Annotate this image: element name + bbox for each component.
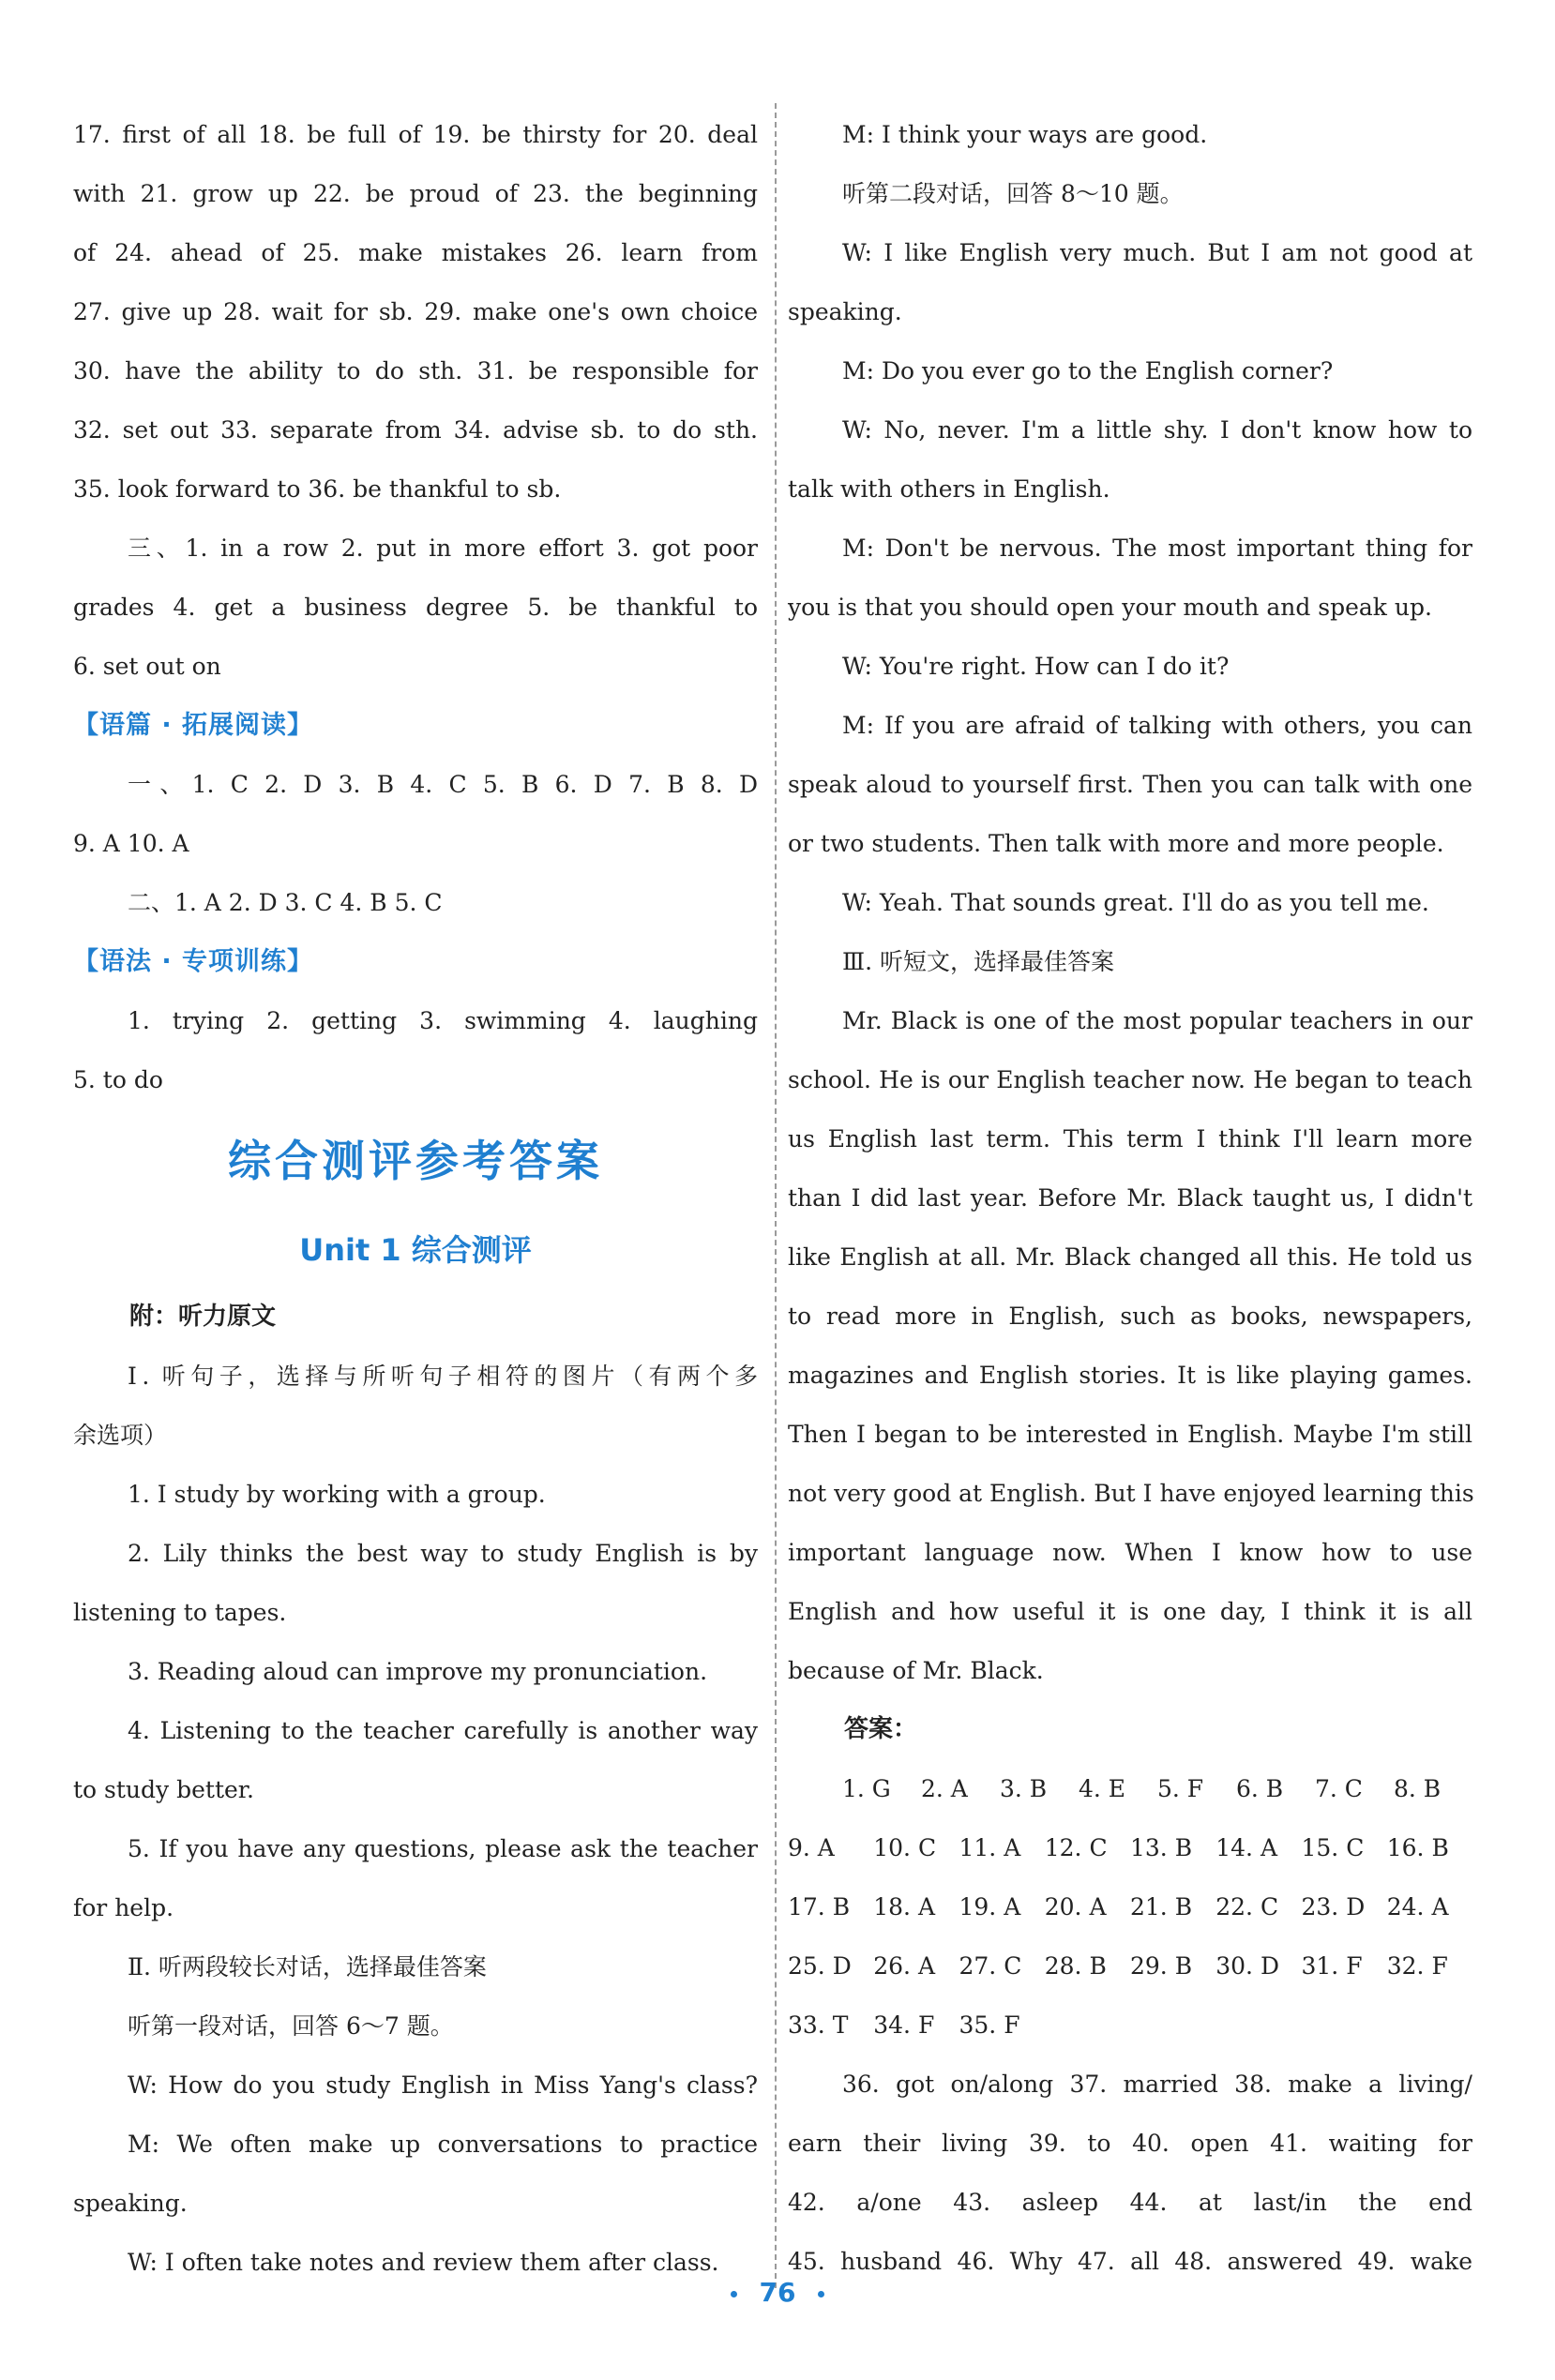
answer-cell: 27. C bbox=[959, 1952, 1022, 1980]
answer-line: 17. first of all 18. be full of 19. be thirsty for 20. deal bbox=[73, 121, 758, 148]
passage-line: important language now. When I know how to use bbox=[788, 1539, 1472, 1566]
reading-line: 二、1. A 2. D 3. C 4. B 5. C bbox=[128, 889, 443, 916]
answer-row bbox=[788, 1818, 1472, 1877]
answer-cell: 15. C bbox=[1301, 1834, 1365, 1861]
listening-line: 4. Listening to the teacher carefully is another way bbox=[128, 1717, 758, 1744]
passage-line: English and how useful it is one day, I think it is all bbox=[788, 1598, 1472, 1625]
answer-cell bbox=[1130, 1996, 1215, 2055]
dialogue-line: W: I like English very much. But I am not good at bbox=[842, 239, 1472, 266]
listening-line: 5. If you have any questions, please ask the teacher bbox=[128, 1835, 758, 1862]
answers-heading: 答案： bbox=[844, 1715, 918, 1743]
dialogue-line: M: Do you ever go to the English corner? bbox=[842, 357, 1334, 384]
dialogue-line: 听第二段对话，回答 8～10 题。 bbox=[842, 180, 1184, 207]
passage-heading: Ⅲ. 听短文，选择最佳答案 bbox=[842, 948, 1115, 975]
answer-cell: 21. B bbox=[1130, 1893, 1193, 1921]
fill-answer-line: earn their living 39. to 40. open 41. waiting for bbox=[788, 2130, 1472, 2157]
answer-cell: 13. B bbox=[1130, 1834, 1193, 1861]
listening-line: Ⅰ. 听句子，选择与所听句子相符的图片（有两个多 bbox=[128, 1363, 758, 1390]
part3-line: grades 4. get a business degree 5. be thankful to bbox=[73, 594, 758, 621]
listening-line: M: We often make up conversations to practice bbox=[128, 2131, 758, 2158]
answer-line: with 21. grow up 22. be proud of 23. the beginning bbox=[73, 180, 758, 207]
dialogue-line: M: Don't be nervous. The most important thing for bbox=[842, 535, 1472, 562]
answer-row bbox=[788, 1877, 1472, 1936]
answer-cell: 29. B bbox=[1130, 1952, 1193, 1980]
fill-answer-line: 42. a/one 43. asleep 44. at last/in the end bbox=[788, 2189, 1472, 2216]
answer-cell: 18. A bbox=[873, 1893, 936, 1921]
answer-cell: 4. E bbox=[1079, 1775, 1126, 1802]
answer-line: 30. have the ability to do sth. 31. be responsible for bbox=[73, 357, 758, 384]
dialogue-line: W: No, never. I'm a little shy. I don't know how to bbox=[842, 416, 1472, 444]
dialogue-line: or two students. Then talk with more and more people. bbox=[788, 830, 1444, 857]
listening-line: 3. Reading aloud can improve my pronunciation. bbox=[128, 1658, 708, 1685]
passage-line: us English last term. This term I think I'll learn more bbox=[788, 1125, 1472, 1152]
answer-cell: 23. D bbox=[1301, 1893, 1366, 1921]
answer-cell: 10. C bbox=[873, 1834, 937, 1861]
dialogue-line: you is that you should open your mouth and speak up. bbox=[788, 594, 1432, 621]
answer-row bbox=[788, 1759, 1472, 1818]
section-heading-reading: 【语篇 · 拓展阅读】 bbox=[73, 711, 314, 740]
passage-line: to read more in English, such as books, newspapers, bbox=[788, 1303, 1472, 1330]
listening-line: 听第一段对话，回答 6～7 题。 bbox=[128, 2012, 454, 2040]
answer-cell: 14. A bbox=[1215, 1834, 1278, 1861]
answer-cell: 6. B bbox=[1236, 1775, 1284, 1802]
answer-cell: 2. A bbox=[921, 1775, 968, 1802]
passage-line: Mr. Black is one of the most popular teachers in our bbox=[842, 1007, 1472, 1034]
answer-cell: 33. T bbox=[788, 2011, 849, 2039]
page-footer bbox=[0, 2277, 1555, 2308]
answer-cell bbox=[1045, 1996, 1130, 2055]
answer-cell: 25. D bbox=[788, 1952, 852, 1980]
passage-line: not very good at English. But I have enjoyed learning this bbox=[788, 1480, 1474, 1507]
answer-row bbox=[788, 1996, 1472, 2055]
listening-line: 余选项） bbox=[73, 1422, 168, 1449]
answer-cell: 12. C bbox=[1044, 1834, 1108, 1861]
dialogue-line: W: You're right. How can I do it? bbox=[842, 653, 1230, 680]
answer-cell: 7. C bbox=[1315, 1775, 1363, 1802]
answer-cell: 5. F bbox=[1157, 1775, 1204, 1802]
answer-cell: 32. F bbox=[1386, 1952, 1448, 1980]
section-heading-grammar: 【语法 · 专项训练】 bbox=[73, 947, 314, 976]
answer-cell: 11. A bbox=[959, 1834, 1021, 1861]
dialogue-line: talk with others in English. bbox=[788, 475, 1110, 503]
answer-cell: 22. C bbox=[1215, 1893, 1279, 1921]
dialogue-line: M: If you are afraid of talking with others, you can bbox=[842, 712, 1472, 739]
dialogue-line: M: I think your ways are good. bbox=[842, 121, 1208, 148]
answer-line: 35. look forward to 36. be thankful to sb. bbox=[73, 475, 562, 503]
column-divider bbox=[775, 103, 777, 2288]
answer-cell: 8. B bbox=[1394, 1775, 1442, 1802]
dialogue-line: speak aloud to yourself first. Then you can talk with one bbox=[788, 771, 1472, 798]
answer-cell: 20. A bbox=[1044, 1893, 1107, 1921]
answer-cell: 1. G bbox=[842, 1775, 891, 1802]
answer-cell: 30. D bbox=[1215, 1952, 1279, 1980]
page-number: 76 bbox=[759, 2277, 796, 2308]
unit-title: Unit 1 综合测评 bbox=[299, 1232, 532, 1268]
listening-line: to study better. bbox=[73, 1776, 254, 1803]
reading-line: 9. A 10. A bbox=[73, 830, 189, 857]
answer-line: of 24. ahead of 25. make mistakes 26. learn from bbox=[73, 239, 758, 266]
listening-heading: 附：听力原文 bbox=[129, 1303, 277, 1331]
listening-line: W: How do you study English in Miss Yang's class? bbox=[128, 2071, 758, 2099]
listening-line: listening to tapes. bbox=[73, 1599, 287, 1626]
answer-cell: 34. F bbox=[873, 2011, 935, 2039]
answer-cell bbox=[1215, 1996, 1301, 2055]
passage-line: magazines and English stories. It is like playing games. bbox=[788, 1362, 1472, 1389]
bullet-dot-icon bbox=[818, 2291, 824, 2297]
answer-cell bbox=[1302, 1996, 1387, 2055]
answer-row bbox=[788, 1936, 1472, 1996]
listening-line: W: I often take notes and review them after class. bbox=[128, 2249, 719, 2276]
fill-answer-line: 36. got on/along 37. married 38. make a living/ bbox=[842, 2071, 1472, 2098]
answer-cell: 31. F bbox=[1301, 1952, 1363, 1980]
passage-line: school. He is our English teacher now. He began to teach bbox=[788, 1066, 1472, 1093]
listening-line: 1. I study by working with a group. bbox=[128, 1481, 546, 1508]
passage-line: Then I began to be interested in English. Maybe I'm still bbox=[788, 1421, 1472, 1448]
passage-line: because of Mr. Black. bbox=[788, 1657, 1044, 1684]
answer-line: 32. set out 33. separate from 34. advise sb. to do sth. bbox=[73, 416, 758, 444]
answer-cell bbox=[1387, 1996, 1472, 2055]
reading-line: 一、1. C 2. D 3. B 4. C 5. B 6. D 7. B 8. D bbox=[128, 771, 758, 798]
answer-line: 27. give up 28. wait for sb. 29. make one's own choice bbox=[73, 298, 758, 325]
answer-cell: 35. F bbox=[959, 2011, 1020, 2039]
passage-line: like English at all. Mr. Black changed all this. He told us bbox=[788, 1243, 1472, 1271]
answer-cell: 26. A bbox=[873, 1952, 936, 1980]
listening-line: 2. Lily thinks the best way to study English is by bbox=[128, 1540, 758, 1567]
answer-cell: 9. A bbox=[788, 1834, 835, 1861]
listening-line: speaking. bbox=[73, 2190, 188, 2217]
right-column bbox=[788, 105, 1472, 2291]
listening-line: Ⅱ. 听两段较长对话，选择最佳答案 bbox=[128, 1953, 487, 1981]
answer-cell: 16. B bbox=[1386, 1834, 1449, 1861]
answer-cell: 19. A bbox=[959, 1893, 1021, 1921]
part3-line: 6. set out on bbox=[73, 653, 221, 680]
dialogue-line: speaking. bbox=[788, 298, 902, 325]
page-title: 综合测评参考答案 bbox=[228, 1136, 603, 1186]
left-column bbox=[73, 105, 758, 2292]
answer-cell: 28. B bbox=[1044, 1952, 1107, 1980]
bullet-dot-icon bbox=[731, 2291, 737, 2297]
listening-line: for help. bbox=[73, 1894, 174, 1921]
answer-cell: 17. B bbox=[788, 1893, 851, 1921]
answer-cell: 3. B bbox=[1000, 1775, 1048, 1802]
dialogue-line: W: Yeah. That sounds great. I'll do as you tell me. bbox=[842, 889, 1429, 916]
passage-line: than I did last year. Before Mr. Black taught us, I didn't bbox=[788, 1184, 1472, 1212]
grammar-line: 1. trying 2. getting 3. swimming 4. laughing bbox=[128, 1007, 758, 1034]
answer-cell: 24. A bbox=[1386, 1893, 1449, 1921]
grammar-line: 5. to do bbox=[73, 1066, 163, 1093]
part3-line: 三、1. in a row 2. put in more effort 3. got poor bbox=[128, 535, 758, 562]
fill-answer-line: 45. husband 46. Why 47. all 48. answered 49. wake bbox=[788, 2248, 1472, 2275]
